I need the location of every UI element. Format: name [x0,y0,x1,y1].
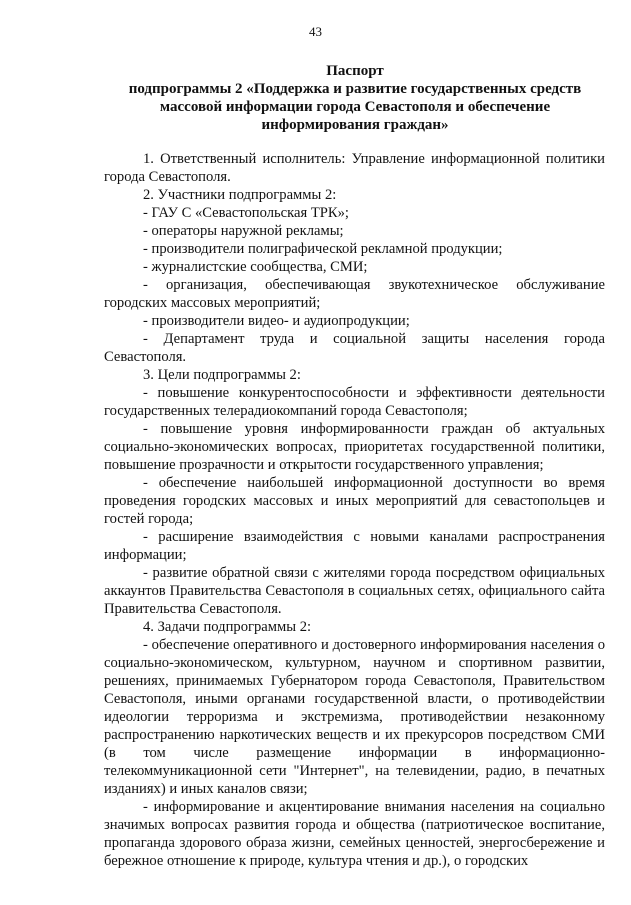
title-subheading: подпрограммы 2 «Поддержка и развитие государственных средств массовой информации города Севастополя и обеспечение информирования граждан» [128,81,582,133]
paragraph: - повышение конкурентоспособности и эффективности деятельности государственных телерадиокомпаний города Севастополя; [104,385,605,419]
paragraph: - обеспечение наибольшей информационной доступности во время проведения городских массовых и иных мероприятий для севастопольцев и гостей города; [104,475,605,527]
paragraph: 4. Задачи подпрограммы 2: [143,619,312,635]
paragraph: - Департамент труда и социальной защиты населения города Севастополя. [104,331,605,365]
paragraph: - производители видео- и аудиопродукции; [143,313,410,329]
paragraph: 3. Цели подпрограммы 2: [143,367,301,383]
paragraph: - развитие обратной связи с жителями города посредством официальных аккаунтов Правительства Севастополя в социальных сетях, официального сайта Правительства Севастополя. [104,565,605,617]
paragraph: - организация, обеспечивающая звукотехническое обслуживание городских массовых мероприятий; [104,277,605,311]
paragraph: - журналистские сообщества, СМИ; [143,259,368,275]
paragraph: 1. Ответственный исполнитель: Управление информационной политики города Севастополя. [104,151,605,185]
paragraph: - обеспечение оперативного и достоверного информирования населения о социально-экономическом, культурном, научном и спортивном развитии, решениях, принимаемых Губернатором города Севастополя, Правительством Севастополя, иными органами государственной власти, о противодействии идеологии терроризма и экстремизма, противодействии незаконному распространению наркотических веществ и их прекурсоров посредством СМИ (в том числе размещение информации в информационно-телекоммуникационной сети "Интернет", на телевидении, радио, в печатных изданиях) и иных каналов связи; [104,637,605,797]
paragraph: - расширение взаимодействия с новыми каналами распространения информации; [104,529,605,563]
title-heading: Паспорт [326,63,384,79]
paragraph: - повышение уровня информированности граждан об актуальных социально-экономических вопросах, приоритетах государственной политики, повышение прозрачности и открытости государственного управления; [104,421,605,473]
paragraph: - информирование и акцентирование внимания населения на социально значимых вопросах развития города и общества (патриотическое воспитание, пропаганда здорового образа жизни, семейных ценностей, энергосбережение и бережное отношение к природе, культура чтения и др.), о городских [104,799,605,869]
paragraph: - операторы наружной рекламы; [143,223,344,239]
paragraph: - ГАУ С «Севастопольская ТРК»; [143,205,349,221]
document-title [100,62,610,134]
paragraph: 2. Участники подпрограммы 2: [143,187,337,203]
page-number: 43 [309,24,322,39]
document-body [104,150,605,870]
paragraph: - производители полиграфической рекламной продукции; [143,241,503,257]
